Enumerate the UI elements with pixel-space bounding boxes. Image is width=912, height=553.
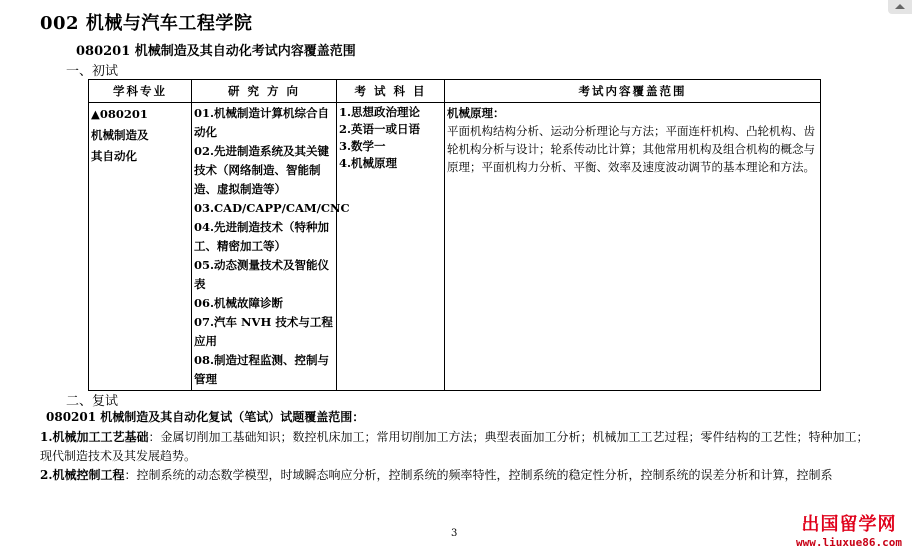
header-content-scope: 考试内容覆盖范围 — [445, 80, 821, 103]
direction-item: 03.CAD/CAPP/CAM/CNC — [194, 201, 350, 215]
header-research-direction: 研 究 方 向 — [192, 80, 337, 103]
school-title: 002 机械与汽车工程学院 — [40, 13, 253, 34]
header-major: 学科专业 — [89, 80, 192, 103]
subject-item: 2.英语一或日语 — [339, 122, 421, 136]
retest-item-text: ：金属切削加工基础知识；数控机床加工；常用切削加工方法；典型表面加工分析；机械加工工艺过程；零件结构的工艺性；特种加工；现代制造技术及其发展趋势。 — [40, 430, 869, 463]
page-number: 3 — [451, 528, 458, 539]
direction-item: 01.机械制造计算机综合自动化 — [194, 106, 330, 139]
exam-subjects-cell — [337, 103, 445, 391]
subject-item: 3.数学一 — [339, 139, 386, 153]
major-code: ▲080201 — [91, 107, 148, 121]
table-header-row — [89, 80, 821, 103]
subject-item: 4.机械原理 — [339, 156, 398, 170]
retest-item — [40, 466, 870, 485]
retest-item — [40, 428, 876, 466]
content-scope-cell — [445, 103, 821, 391]
table-row — [89, 103, 821, 391]
retest-item-label: 2.机械控制工程 — [40, 468, 125, 482]
preliminary-exam-table — [88, 79, 821, 391]
direction-item: 06.机械故障诊断 — [194, 296, 284, 310]
retest-heading: 080201 机械制造及其自动化复试（笔试）试题覆盖范围： — [46, 410, 365, 424]
major-cell — [89, 103, 192, 391]
exam-scope-heading: 080201 机械制造及其自动化考试内容覆盖范围 — [76, 44, 356, 59]
section-retest: 二、复试 — [66, 394, 119, 409]
direction-item: 05.动态测量技术及智能仪表 — [194, 258, 330, 291]
scope-title: 机械原理： — [447, 106, 505, 120]
major-name-line2: 其自动化 — [91, 149, 137, 163]
scroll-up-icon[interactable] — [888, 0, 912, 14]
subject-item: 1.思想政治理论 — [339, 105, 421, 119]
watermark-logo — [796, 510, 902, 549]
direction-item: 08.制造过程监测、控制与管理 — [194, 353, 330, 386]
major-name-line1: 机械制造及 — [91, 128, 149, 142]
research-direction-cell — [192, 103, 350, 391]
retest-item-text: ：控制系统的动态数学模型，时域瞬态响应分析，控制系统的频率特性，控制系统的稳定性分析，控制系统的误差分析和计算，控制系 — [124, 468, 833, 482]
watermark-name: 出国留学网 — [801, 514, 897, 535]
header-exam-subjects: 考 试 科 目 — [337, 80, 445, 103]
direction-item: 07.汽车 NVH 技术与工程应用 — [194, 315, 333, 348]
direction-item: 04.先进制造技术（特种加工、精密加工等） — [194, 220, 330, 253]
section-preliminary-exam: 一、初试 — [66, 64, 119, 79]
retest-item-label: 1.机械加工工艺基础 — [40, 430, 149, 444]
watermark-url: www.liuxue86.com — [796, 536, 902, 549]
direction-item: 02.先进制造系统及其关键技术（网络制造、智能制造、虚拟制造等） — [194, 144, 330, 196]
scope-text: 平面机构结构分析、运动分析理论与方法；平面连杆机构、凸轮机构、齿轮机构分析与设计；轮系传动比计算；其他常用机构及组合机构的概念与原理；平面机构力分析、平衡、效率及速度波动调节的基本理论和方法。 — [447, 124, 815, 174]
